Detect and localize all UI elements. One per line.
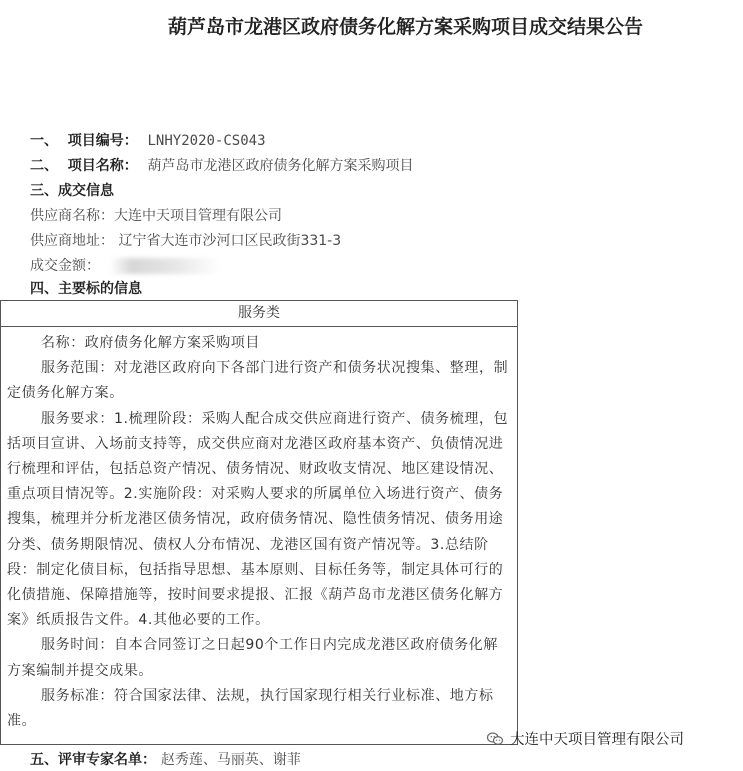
table-header: 服务类 bbox=[1, 301, 517, 327]
section-expert-list bbox=[30, 749, 301, 771]
deal-amount-label: 成交金额： bbox=[30, 258, 100, 274]
section-1-prefix: 一、 bbox=[30, 133, 58, 149]
supplier-name: 供应商名称：大连中天项目管理有限公司 bbox=[30, 208, 282, 224]
redacted-amount bbox=[110, 258, 220, 274]
document-title: 葫芦岛市龙港区政府债务化解方案采购项目成交结果公告 bbox=[168, 16, 644, 38]
wechat-icon bbox=[486, 730, 504, 748]
subject-info-table bbox=[0, 300, 518, 745]
table-paragraph-requirements: 服务要求：1.梳理阶段：采购人配合成交供应商进行资产、债务梳理，包括项目宣讲、入场前支持等，成交供应商对龙港区政府基本资产、负债情况进行梳理和评估，包括总资产情况、债务情况、财政收支情况、地区建设情况、重点项目情况等。2.实施阶段：对采购人要求的所属单位入场进行资产、债务搜集，梳理并分析龙港区债务情况，政府债务情况、隐性债务情况、债务用途分类、债务期限情况、债权人分布情况、龙港区国有资产情况等。3.总结阶段：制定化债目标，包括指导思想、基本原则、目标任务等，制定具体可行的化债措施、保障措施等，按时间要求提报、汇报《葫芦岛市龙港区债务化解方案》纸质报告文件。4.其他必要的工作。 bbox=[7, 410, 509, 629]
section-2-label: 项目名称： bbox=[67, 158, 138, 174]
section-project-name bbox=[30, 155, 414, 177]
section-1-label: 项目编号： bbox=[67, 133, 138, 149]
table-paragraph-time: 服务时间：自本合同签订之日起90个工作日内完成龙港区政府债务化解方案编制并提交成果。 bbox=[7, 637, 499, 679]
watermark bbox=[486, 728, 684, 749]
section-2-prefix: 二、 bbox=[30, 158, 58, 174]
expert-list-value: 赵秀莲、马丽英、谢菲 bbox=[160, 752, 301, 768]
section-deal-info: 三、成交信息 bbox=[30, 183, 114, 199]
project-name-value: 葫芦岛市龙港区政府债务化解方案采购项目 bbox=[147, 158, 414, 174]
expert-list-label: 五、评审专家名单： bbox=[30, 752, 156, 768]
table-paragraph-standard: 服务标准：符合国家法律、法规，执行国家现行相关行业标准、地方标准。 bbox=[7, 687, 494, 730]
section-project-number bbox=[30, 130, 266, 152]
table-paragraph-name: 名称：政府债务化解方案采购项目 bbox=[41, 335, 260, 351]
supplier-address: 供应商地址： 辽宁省大连市沙河口区民政街331-3 bbox=[30, 233, 342, 249]
watermark-text: 大连中天项目管理有限公司 bbox=[510, 732, 684, 748]
table-paragraph-scope: 服务范围：对龙港区政府向下各部门进行资产和债务状况搜集、整理，制定债务化解方案。 bbox=[7, 360, 509, 402]
project-number-value: LNHY2020-CS043 bbox=[147, 133, 266, 149]
section-main-subject: 四、主要标的信息 bbox=[30, 281, 142, 297]
table-body bbox=[1, 327, 517, 734]
